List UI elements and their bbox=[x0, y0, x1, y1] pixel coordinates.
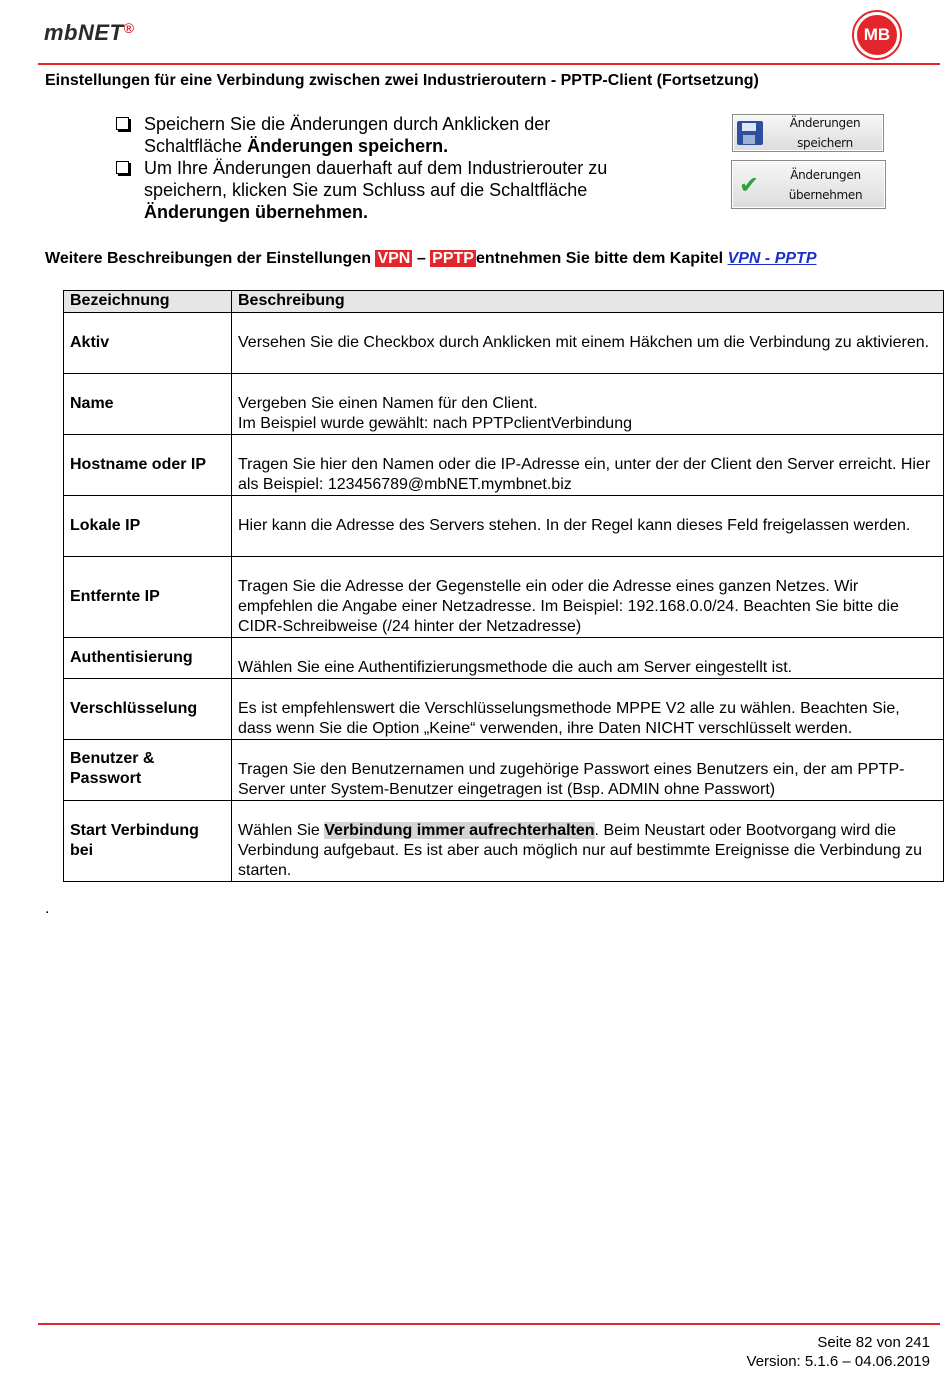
logo-text: mbNET bbox=[44, 20, 124, 45]
table-header-row bbox=[64, 291, 944, 313]
term-cell: Verschlüsselung bbox=[64, 679, 232, 740]
header-divider bbox=[38, 63, 940, 65]
version-info: Version: 5.1.6 – 04.06.2019 bbox=[746, 1353, 930, 1370]
table-row bbox=[64, 435, 944, 496]
step-bold: Änderungen übernehmen. bbox=[144, 202, 369, 222]
term-cell: Benutzer & Passwort bbox=[64, 740, 232, 801]
table-row bbox=[64, 801, 944, 882]
step-apply bbox=[116, 157, 636, 223]
chapter-link-vpn-pptp[interactable]: VPN - PPTP bbox=[727, 250, 817, 267]
highlighted-option: Verbindung immer aufrechterhalten bbox=[324, 822, 595, 839]
instruction-steps bbox=[116, 113, 636, 223]
table-row bbox=[64, 679, 944, 740]
desc-cell: Vergeben Sie einen Namen für den Client. Im Beispiel wurde gewählt: nach PPTPclientVerbindung bbox=[232, 374, 944, 435]
desc-cell: Hier kann die Adresse des Servers stehen. In der Regel kann dieses Feld freigelassen werden. bbox=[232, 496, 944, 557]
table-row bbox=[64, 740, 944, 801]
save-changes-button-image bbox=[732, 114, 884, 152]
page-footer bbox=[747, 1333, 930, 1371]
checkbox-bullet-icon bbox=[116, 157, 144, 223]
step-save bbox=[116, 113, 636, 157]
page-title: Einstellungen für eine Verbindung zwischen zwei Industrieroutern - PPTP-Client (Fortsetzung) bbox=[45, 72, 759, 89]
table-row bbox=[64, 374, 944, 435]
vpn-tag: VPN bbox=[377, 250, 411, 267]
desc-cell: Tragen Sie hier den Namen oder die IP-Adresse ein, unter der der Client den Server erreicht. Hier als Beispiel: 123456789@mbNET.mymbnet.biz bbox=[232, 435, 944, 496]
table-row bbox=[64, 557, 944, 638]
desc-cell: Wählen Sie Verbindung immer aufrechterhalten. Beim Neustart oder Bootvorgang wird die Verbindung aufgebaut. Es ist aber auch möglich nur auf bestimmte Ereignisse die Verbindung zu starten. bbox=[232, 801, 944, 882]
page-number: Seite 82 von 241 bbox=[817, 1334, 930, 1351]
term-cell: Name bbox=[64, 374, 232, 435]
checkmark-icon: ✔ bbox=[738, 170, 760, 199]
desc-cell: Versehen Sie die Checkbox durch Anklicken mit einem Häkchen um die Verbindung zu aktivieren. bbox=[232, 313, 944, 374]
desc-cell: Wählen Sie eine Authentifizierungsmethode die auch am Server eingestellt ist. bbox=[232, 638, 944, 679]
step-text: Um Ihre Änderungen dauerhaft auf dem Industrierouter zu speichern, klicken Sie zum Schluss auf die Schaltfläche Änderungen übernehmen. bbox=[144, 158, 608, 222]
mbnet-logo bbox=[44, 20, 134, 46]
trailing-dot: . bbox=[45, 900, 50, 917]
table-row bbox=[64, 638, 944, 679]
term-cell: Entfernte IP bbox=[64, 557, 232, 638]
mb-badge-logo: MB bbox=[854, 12, 900, 58]
footer-divider bbox=[38, 1323, 940, 1325]
apply-changes-button-image bbox=[731, 160, 886, 209]
table-row bbox=[64, 313, 944, 374]
reference-line: Weitere Beschreibungen der Einstellungen VPN – PPTP entnehmen Sie bitte dem Kapitel VPN - PPTP bbox=[45, 250, 817, 267]
step-text: Speichern Sie die Änderungen durch Anklicken der Schaltfläche Änderungen speichern. bbox=[144, 114, 551, 156]
term-cell: Lokale IP bbox=[64, 496, 232, 557]
table-row bbox=[64, 496, 944, 557]
step-bold: Änderungen speichern. bbox=[247, 136, 449, 156]
apply-button-label: Änderungen übernehmen bbox=[788, 167, 863, 202]
checkbox-bullet-icon bbox=[116, 113, 144, 157]
term-cell: Aktiv bbox=[64, 313, 232, 374]
floppy-disk-icon bbox=[733, 115, 767, 151]
header-term: Bezeichnung bbox=[64, 291, 232, 313]
term-cell: Start Verbindung bei bbox=[64, 801, 232, 882]
logo-mark: ® bbox=[123, 20, 135, 36]
header-desc: Beschreibung bbox=[232, 291, 944, 313]
pptp-tag: PPTP bbox=[432, 250, 474, 267]
desc-cell: Tragen Sie den Benutzernamen und zugehörige Passwort eines Benutzers ein, der am PPTP-Server unter System-Benutzer eingetragen ist (Bsp. ADMIN ohne Passwort) bbox=[232, 740, 944, 801]
desc-cell: Es ist empfehlenswert die Verschlüsselungsmethode MPPE V2 alle zu wählen. Beachten Sie, dass wenn Sie die Option „Keine“ verwenden, ihre Daten NICHT verschlüsselt werden. bbox=[232, 679, 944, 740]
term-cell: Hostname oder IP bbox=[64, 435, 232, 496]
save-button-label: Änderungen speichern bbox=[789, 116, 861, 150]
term-cell: Authentisierung bbox=[64, 638, 232, 679]
settings-table bbox=[63, 290, 944, 882]
desc-cell: Tragen Sie die Adresse der Gegenstelle ein oder die Adresse eines ganzen Netzes. Wir empfehlen die Angabe einer Netzadresse. Im Beispiel: 192.168.0.0/24. Beachten Sie bitte die CIDR-Schreibweise (/24 hinter der Netzadresse) bbox=[232, 557, 944, 638]
